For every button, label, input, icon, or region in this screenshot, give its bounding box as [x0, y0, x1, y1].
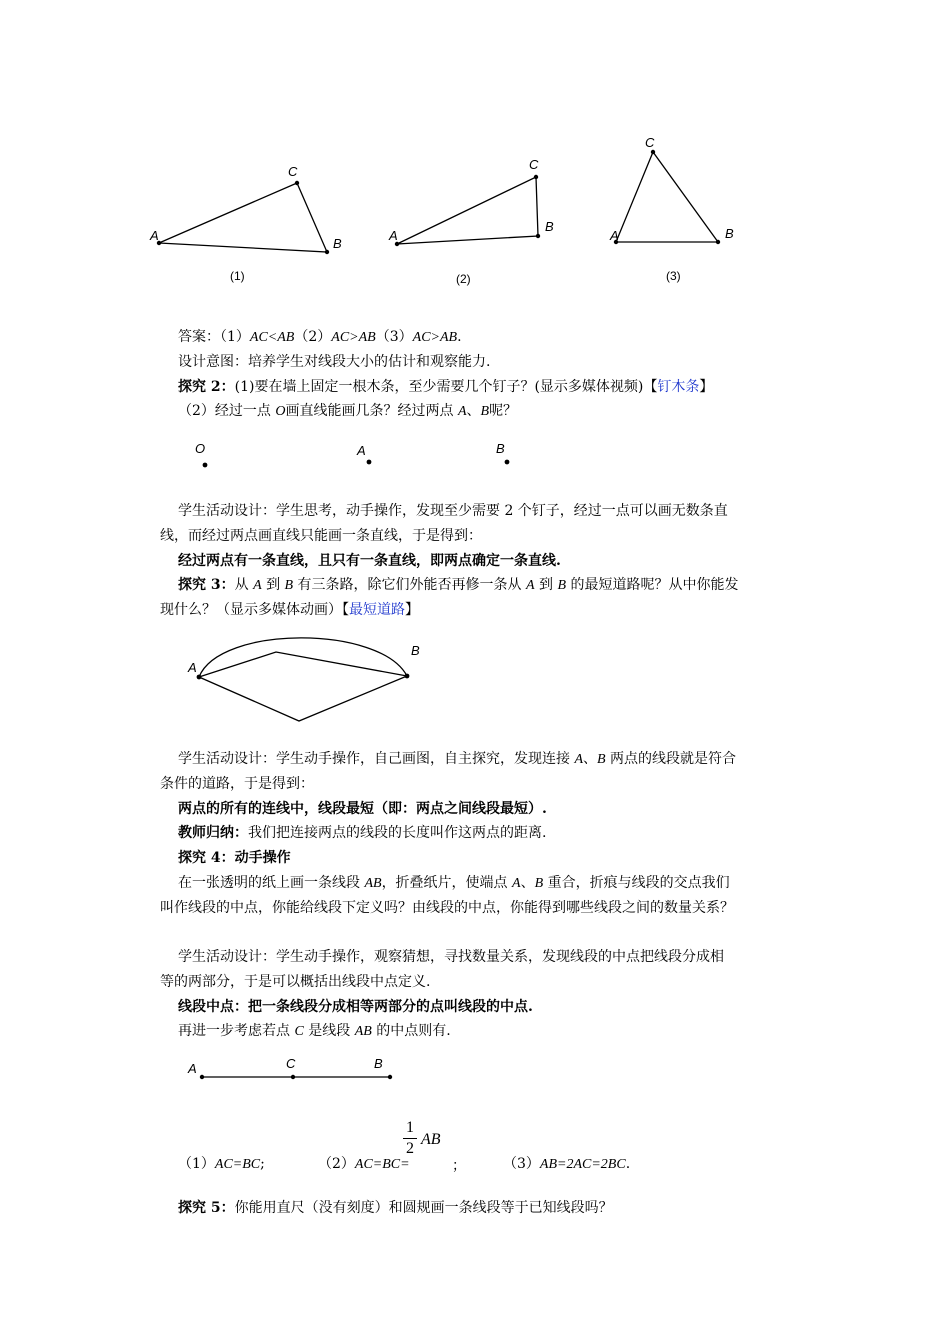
triangles-figure [140, 130, 760, 290]
midpoint-definition [178, 997, 533, 1017]
points-figure [185, 435, 535, 480]
further-a: 再进一步考虑若点 [178, 1023, 295, 1039]
e4-c: 重合，折痕与线段的交点我们 [543, 875, 730, 891]
answer-value3: AC>AB [412, 330, 458, 345]
explore5-label: 探究 5： [178, 1200, 235, 1216]
tri2-label-b: B [545, 219, 554, 234]
relation-3 [503, 1154, 630, 1175]
point-o [203, 463, 208, 468]
answer-part1: （1） [220, 329, 250, 345]
q2-b: 画直线能画几条？经过两点 [285, 403, 458, 419]
explore3-label: 探究 3： [178, 577, 235, 593]
e3-b1: B [284, 578, 294, 593]
a3-sep: 、 [583, 751, 598, 767]
relation-2 [318, 1154, 410, 1175]
fraction-ab: AB [421, 1131, 441, 1148]
r1-sep: ; [260, 1156, 265, 1172]
r1-prefix: （1） [178, 1156, 215, 1172]
tri1-caption: (1) [230, 269, 245, 283]
explore2-q1-text: (1)要在墙上固定一根木条，至少需要几个钉子？(显示多媒体视频) [234, 379, 644, 395]
tri2-caption: (2) [456, 272, 471, 286]
activity4-line2: 等的两部分，于是可以概括出线段中点定义. [160, 974, 431, 990]
point-a [367, 460, 372, 465]
answer-part2: （2） [294, 329, 332, 345]
segment-label-c: C [286, 1056, 296, 1071]
answer-line [178, 327, 462, 348]
teacher-summary [178, 823, 546, 843]
e3-e: 的最短道路呢？从中你能发 [566, 577, 739, 593]
answer-label: 答案： [178, 329, 220, 345]
midpoint-label: 线段中点： [178, 999, 248, 1015]
q2-point-a: A [457, 404, 467, 419]
fraction-half [403, 1119, 417, 1158]
explore3-line2 [160, 600, 419, 620]
relation-2-sep: ； [452, 1158, 466, 1174]
e4-b: ，折叠纸片，使端点 [381, 875, 513, 891]
explore3-line1 [178, 575, 739, 596]
r1-expr: AC=BC [214, 1157, 261, 1172]
e4-point-a: A [512, 876, 521, 891]
activity3-line1 [178, 749, 736, 770]
segment-label-b: B [374, 1056, 383, 1071]
activity2-line1: 学生活动设计：学生思考，动手操作，发现至少需要 2 个钉子，经过一点可以画无数条直 [178, 503, 728, 519]
e3-l2: 现什么？（显示多媒体动画） [160, 602, 342, 618]
further-b: 是线段 [303, 1023, 355, 1039]
a3-point-a: A [574, 752, 584, 767]
bracket-left: 【 [643, 379, 658, 395]
explore4-line1 [178, 873, 730, 894]
r3-sep: . [625, 1156, 631, 1172]
upper-polyline [199, 652, 407, 677]
explore5-line [178, 1198, 613, 1218]
q2-a: （2）经过一点 [178, 403, 276, 419]
point-a-label: A [357, 443, 366, 458]
e3-b: 到 [261, 577, 285, 593]
explore4-line2: 叫作线段的中点，你能给线段下定义吗？由线段的中点，你能得到哪些线段之间的数量关系？ [160, 900, 734, 916]
e3-a: 从 [234, 577, 254, 593]
nail-wood-link[interactable]: 钉木条 [657, 379, 700, 395]
explore4-label: 探究 4：动手操作 [178, 850, 291, 866]
triangle-3 [616, 152, 718, 242]
q2-o: O [275, 404, 286, 419]
tri3-label-c: C [645, 135, 655, 150]
tri1-label-b: B [333, 236, 342, 251]
design-intent: 设计意图：培养学生对线段大小的估计和观察能力. [178, 354, 491, 370]
q2-point-b: B [480, 404, 490, 419]
triangle-1 [159, 183, 327, 252]
e3-a1: A [253, 578, 262, 593]
relation-1 [178, 1154, 265, 1175]
activity2-line2: 线，而经过两点画直线只能画一条直线，于是得到： [160, 528, 482, 544]
teacher-text: 我们把连接两点的线段的长度叫作这两点的距离. [248, 825, 547, 841]
activity3-line2: 条件的道路，于是得到： [160, 776, 314, 792]
further-c2: 的中点则有. [371, 1023, 451, 1039]
bracket-right: 】 [699, 379, 714, 395]
segment-label-a: A [188, 1061, 197, 1076]
r2-prefix: （2） [318, 1156, 355, 1172]
fraction-numerator: 1 [406, 1119, 414, 1136]
r2-expr: AC=BC= [354, 1157, 410, 1172]
a3-a: 学生活动设计：学生动手操作，自己画图，自主探究，发现连接 [178, 751, 575, 767]
fraction-bar [403, 1138, 417, 1139]
further-c: C [294, 1024, 304, 1039]
segment-figure [180, 1050, 410, 1090]
e3-b2: B [557, 578, 567, 593]
further-ab: AB [354, 1024, 372, 1039]
q2-c: 呢？ [489, 403, 518, 419]
r3-expr: AB=2AC=2BC [539, 1157, 626, 1172]
explore2-q1 [178, 377, 713, 397]
tri2-label-a: A [389, 228, 398, 243]
explore5-text: 你能用直尺（没有刻度）和圆规画一条线段等于已知线段吗？ [234, 1200, 613, 1216]
shortest-path-figure [180, 630, 440, 730]
point-o-label: O [195, 441, 206, 456]
midpoint-text: 把一条线段分成相等两部分的点叫线段的中点. [248, 999, 533, 1015]
path-label-a: A [188, 660, 197, 675]
tri3-label-b: B [725, 226, 734, 241]
bracket-right-2: 】 [405, 602, 419, 618]
answer-end: . [457, 329, 462, 345]
answer-value2: AC>AB [331, 330, 376, 345]
e4-a: 在一张透明的纸上画一条线段 [178, 875, 365, 891]
tri2-label-c: C [529, 157, 539, 172]
explore2-label: 探究 2： [178, 379, 235, 395]
e4-sep: 、 [520, 875, 535, 891]
tri3-caption: (3) [666, 269, 681, 283]
tri3-label-a: A [610, 228, 619, 243]
teacher-label: 教师归纳： [178, 825, 248, 841]
e4-ab: AB [364, 876, 382, 891]
e4-point-b: B [534, 876, 544, 891]
further-line [178, 1021, 451, 1042]
answer-part3: （3） [375, 329, 413, 345]
fraction-denominator: 2 [406, 1140, 414, 1157]
tri1-label-a: A [150, 228, 159, 243]
lower-polyline [199, 676, 407, 721]
path-label-b: B [411, 643, 420, 658]
bracket-left-2: 【 [342, 602, 349, 618]
conclusion3: 两点的所有的连线中，线段最短（即：两点之间线段最短）. [178, 801, 547, 817]
e3-c: 有三条路，除它们外能否再修一条从 [293, 577, 527, 593]
r3-prefix: （3） [503, 1156, 540, 1172]
answer-value1: AC<AB [249, 330, 295, 345]
e3-d: 到 [534, 577, 558, 593]
triangle-2 [397, 177, 538, 244]
a3-b: 两点的线段就是符合 [605, 751, 737, 767]
a3-point-b: B [597, 752, 606, 767]
point-b-label: B [496, 441, 505, 456]
e3-a2: A [526, 578, 535, 593]
shortest-road-link[interactable]: 最短道路 [349, 602, 405, 618]
activity4-line1: 学生活动设计：学生动手操作，观察猜想，寻找数量关系，发现线段的中点把线段分成相 [178, 949, 724, 965]
conclusion2: 经过两点有一条直线，且只有一条直线，即两点确定一条直线. [178, 553, 561, 569]
point-b [505, 460, 510, 465]
q2-sep: 、 [466, 403, 481, 419]
tri1-label-c: C [288, 164, 298, 179]
explore2-q2 [178, 401, 517, 422]
